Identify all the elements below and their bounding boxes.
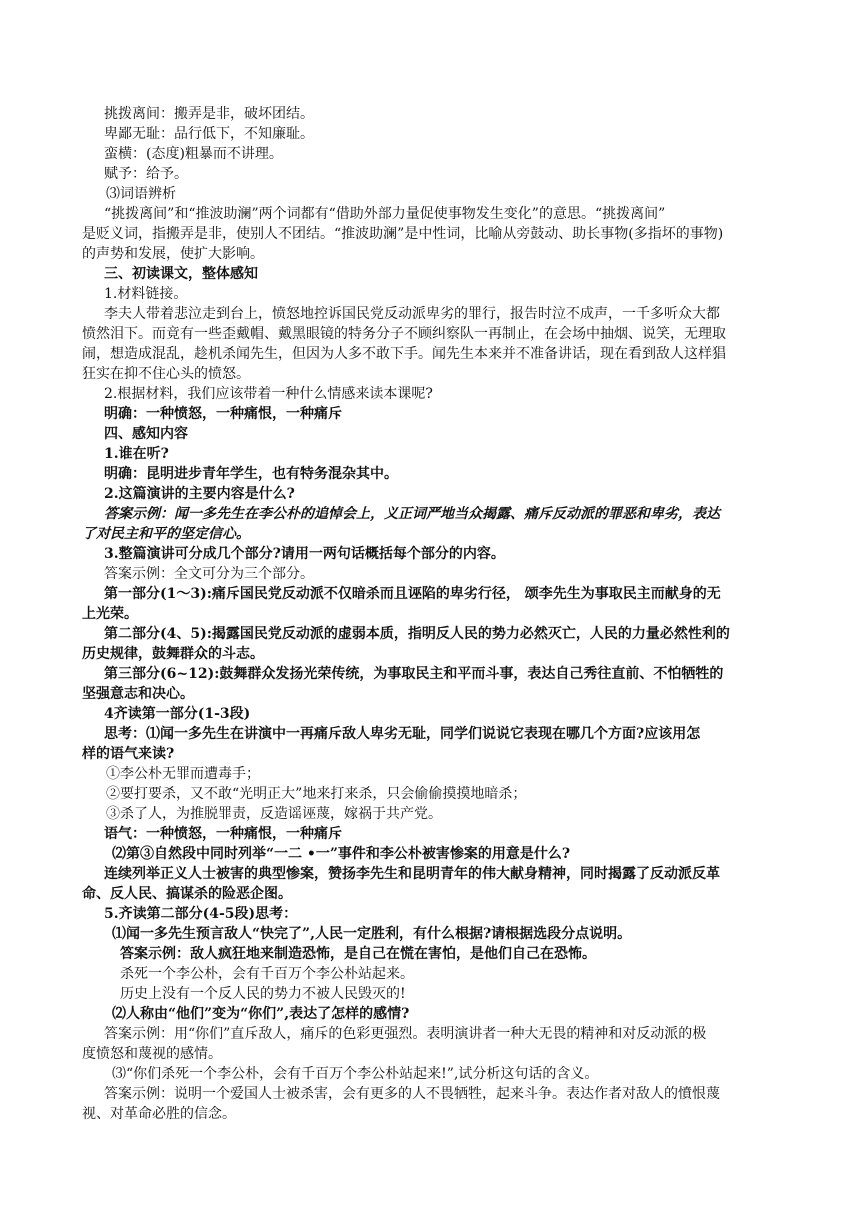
- section-heading: 4齐读第一部分(1-3段): [104, 706, 251, 722]
- text-line: 第二部分(4、5):揭露国民党反动派的虚弱本质，指明反人民的势力必然灭亡，人民的力量必然性利的: [104, 626, 730, 642]
- section-heading: 5.齐读第二部分(4-5段)思考：: [104, 906, 298, 922]
- answer-line: 答案示例：敌人疯狂地来制造恐怖，是自己在慌在害怕，是他们自己在恐怖。: [120, 946, 596, 962]
- answer-line: 度愤怒和蔑视的感情。: [82, 1046, 222, 1062]
- text-line: 狂实在抑不住心头的愤怒。: [82, 366, 250, 382]
- question-line: 2.这篇演讲的主要内容是什么?: [104, 486, 295, 502]
- text-line: 历史上没有一个反人民的势力不被人民毁灭的!: [120, 986, 406, 1002]
- text-line: 的声势和发展，使扩大影响。: [82, 246, 264, 262]
- text-line: 2.根据材料，我们应该带着一种什么情感来读本课呢?: [104, 386, 433, 402]
- text-line: 第三部分(6~12):鼓舞群众发扬光荣传统，为事取民主和平而斗事，表达自己秀往直前、不怕牺牲的: [104, 666, 724, 682]
- answer-line: 答案示例：全文可分为三个部分。: [104, 566, 314, 582]
- question-line: 思考：⑴闻一多先生在讲演中一再痛斥敌人卑劣无耻，同学们说说它表现在哪几个方面?应该用怎: [104, 726, 701, 742]
- list-item: ②要打要杀，又不敢“光明正大”地来打来杀，只会偷偷摸摸地暗杀；: [106, 786, 527, 802]
- question-line: ⑵人称由“他们”变为“你们”,表达了怎样的感情?: [112, 1006, 410, 1022]
- text-line: 闹，想造成混乱，趁机杀闻先生，但因为人多不敢下手。闻先生本来并不准备讲话，现在看到敌人这样猖: [82, 346, 726, 362]
- answer-line: 了对民主和平的坚定信心。: [82, 526, 250, 542]
- answer-line: 答案示例：闻一多先生在李公朴的追悼会上，义正词严地当众揭露、痛斥反动派的罪恶和卑劣，表达: [104, 506, 720, 522]
- text-line: 是贬义词，指搬弄是非，使别人不团结。“推波助澜”是中性词，比喻从旁鼓动、助长事物(多指坏的事物): [82, 226, 724, 242]
- text-line: 上光荣。: [82, 606, 138, 622]
- text-line: 坚强意志和决心。: [82, 686, 194, 702]
- text-line: 1.材料链接。: [104, 286, 188, 302]
- answer-line: 明确：昆明进步青年学生，也有特务混杂其中。: [104, 466, 398, 482]
- text-line: 历史规律，鼓舞群众的斗志。: [82, 646, 264, 662]
- section-heading: ⑶词语辨析: [106, 186, 176, 202]
- text-line: 第一部分(1～3):痛斥国民党反动派不仅暗杀而且诬陷的卑劣行径， 颂李先生为事取民主而献身的无: [104, 586, 721, 602]
- list-item: ①李公朴无罪而遭毒手；: [106, 766, 260, 782]
- text-line: “挑拨离间”和“推波助澜”两个词都有“借助外部力量促使事物发生变化”的意思。“挑拨离间”: [104, 206, 666, 222]
- question-line: 1.谁在听?: [104, 446, 169, 462]
- question-line: ⑵第③自然段中同时列举“一二 •一”事件和李公朴被害惨案的用意是什么?: [112, 846, 571, 862]
- text-line: 挑拨离间：搬弄是非，破坏团结。: [104, 106, 314, 122]
- text-line: 杀死一个李公朴，会有千百万个李公朴站起来。: [120, 966, 414, 982]
- answer-line: 连续列举正义人士被害的典型惨案，赞扬李先生和昆明青年的伟大献身精神，同时揭露了反动派反革: [104, 866, 720, 882]
- answer-line: 语气：一种愤怒，一种痛恨，一种痛斥: [104, 826, 342, 842]
- text-line: 蛮横：(态度)粗暴而不讲理。: [104, 146, 283, 162]
- answer-line: 明确：一种愤怒，一种痛恨，一种痛斥: [104, 406, 342, 422]
- answer-line: 答案示例：用“你们”直斥敌人，痛斥的色彩更强烈。表明演讲者一种大无畏的精神和对反动派的极: [104, 1026, 707, 1042]
- section-heading: 三、初读课文，整体感知: [104, 266, 258, 282]
- text-line: 赋予：给予。: [104, 166, 188, 182]
- question-line: ⑴闻一多先生预言敌人“快完了”,人民一定胜利，有什么根据?请根据选段分点说明。: [112, 926, 632, 942]
- text-line: 卑鄙无耻：品行低下，不知廉耻。: [104, 126, 314, 142]
- list-item: ③杀了人，为推脱罪责，反造谣诬蔑，嫁祸于共产党。: [106, 806, 442, 822]
- answer-line: 答案示例：说明一个爱国人士被杀害，会有更多的人不畏牺牲，起来斗争。表达作者对敌人的憤恨蔑: [104, 1086, 720, 1102]
- question-line: 3.整篇演讲可分成几个部分?请用一两句话概括每个部分的内容。: [104, 546, 505, 562]
- question-line: ⑶“你们杀死一个李公朴，会有千百万个李公朴站起来!”,试分析这句话的含义。: [112, 1066, 599, 1082]
- text-line: 李夫人带着悲泣走到台上，愤怒地控诉国民党反动派卑劣的罪行，报告时泣不成声，一千多听众大都: [104, 306, 720, 322]
- answer-line: 命、反人民、搞谋杀的险恶企图。: [82, 886, 292, 902]
- section-heading: 四、感知内容: [104, 426, 188, 442]
- question-line: 样的语气来读?: [82, 746, 175, 762]
- text-line: 愤然泪下。而竟有一些歪戴帽、戴黑眼镜的特务分子不顾纠察队一再制止，在会场中抽烟、说笑，无理取: [82, 326, 726, 342]
- answer-line: 视、对革命必胜的信念。: [82, 1106, 236, 1122]
